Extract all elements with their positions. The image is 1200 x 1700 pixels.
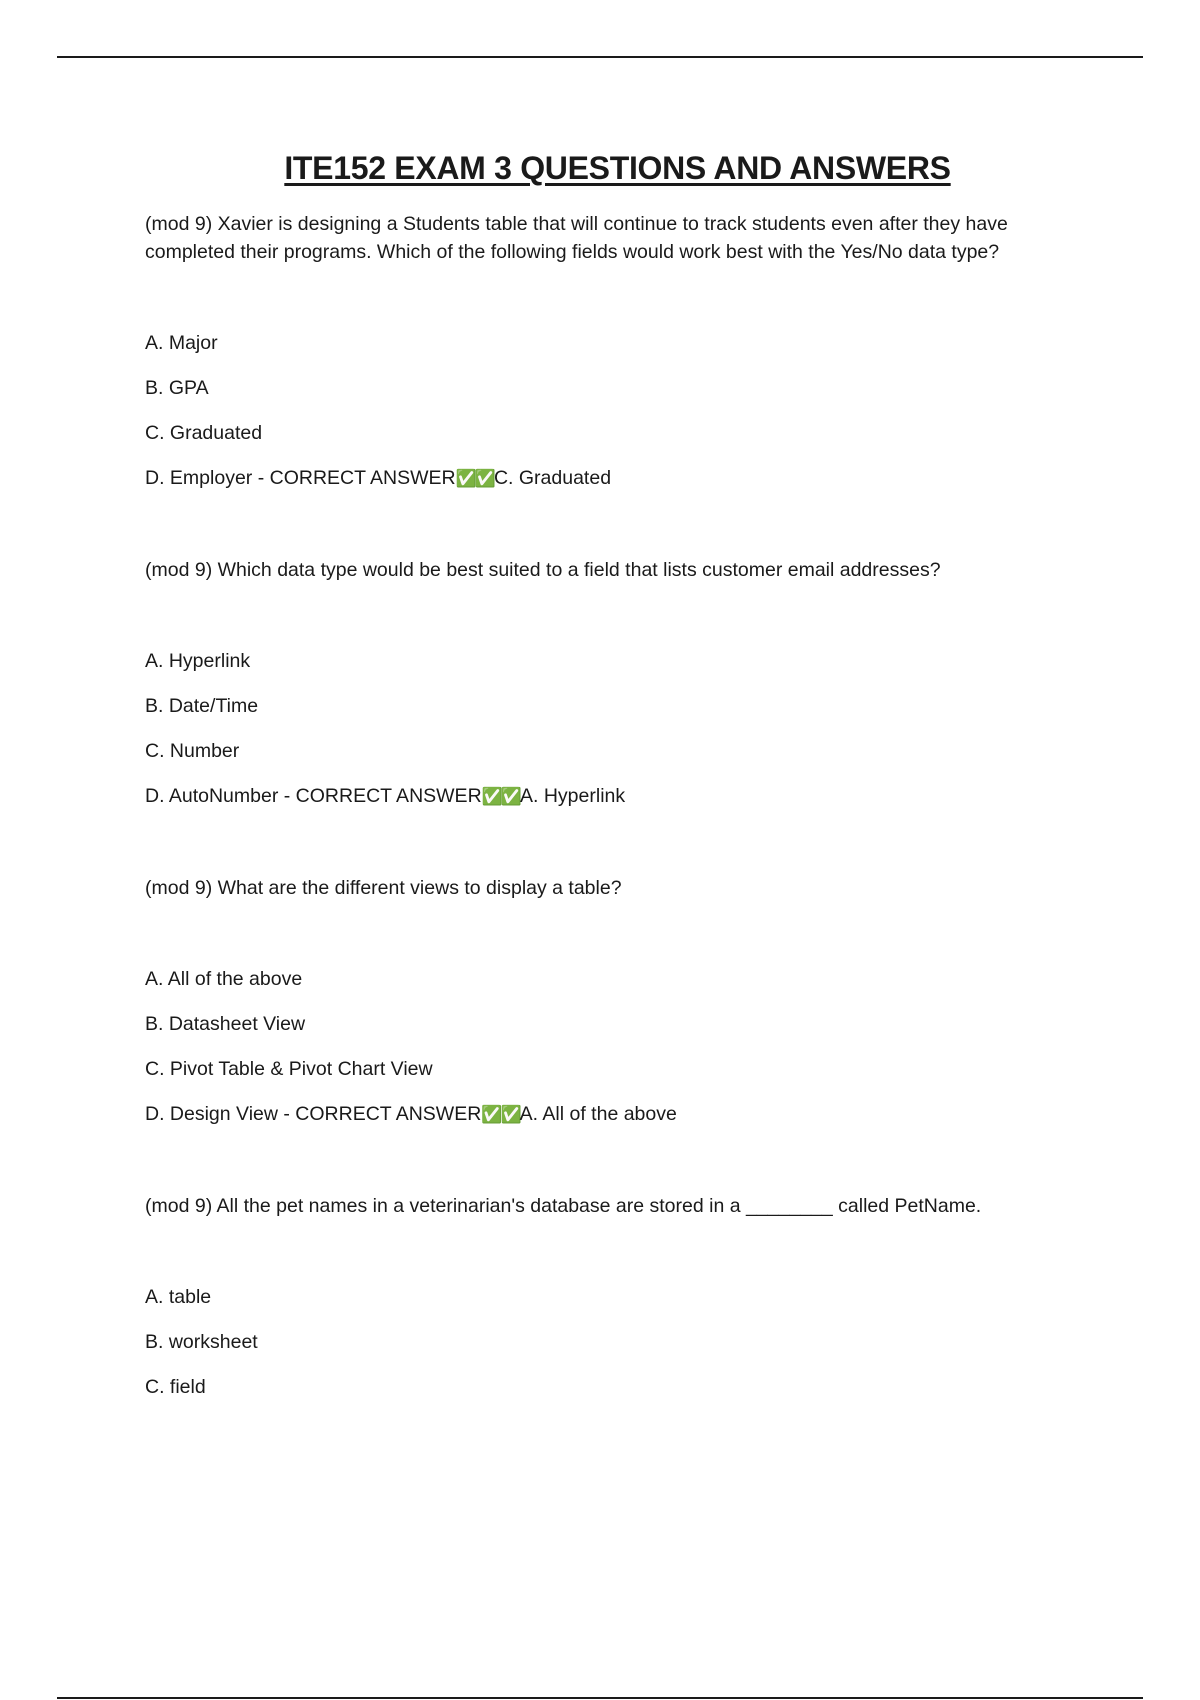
document-body (145, 210, 1065, 1418)
question-3-option-c: C. Pivot Table & Pivot Chart View (145, 1058, 433, 1080)
question-3-option-b: B. Datasheet View (145, 1013, 306, 1035)
question-2-option-d: D. AutoNumber - CORRECT ANSWER✅✅A. Hyperlink (145, 785, 626, 807)
question-1 (145, 210, 1065, 493)
check-icon: ✅✅ (455, 469, 494, 489)
question-4-option-b: B. worksheet (145, 1331, 258, 1353)
question-1-option-d: D. Employer - CORRECT ANSWER✅✅C. Graduated (145, 467, 612, 489)
question-4-text: (mod 9) All the pet names in a veterinarian's database are stored in a ________ called PetName. (145, 1195, 982, 1217)
top-rule (57, 56, 1143, 58)
question-2-option-c: C. Number (145, 740, 240, 762)
question-2-option-b: B. Date/Time (145, 695, 259, 717)
question-1-correct-answer: C. Graduated (493, 467, 612, 489)
question-3-option-d: D. Design View - CORRECT ANSWER✅✅A. All of the above (145, 1103, 677, 1125)
question-3-option-d-label: D. Design View (145, 1103, 278, 1125)
question-3-text: (mod 9) What are the different views to display a table? (145, 877, 622, 899)
question-1-option-b: B. GPA (145, 377, 209, 399)
question-2-option-a: A. Hyperlink (145, 650, 251, 672)
question-2-correct-answer: A. Hyperlink (520, 785, 626, 807)
question-4 (145, 1192, 1065, 1401)
bottom-rule (57, 1697, 1143, 1699)
question-3-answer-marker: CORRECT ANSWER (295, 1103, 482, 1125)
question-2-option-d-label: D. AutoNumber (145, 785, 279, 807)
question-1-option-d-label: D. Employer (145, 467, 253, 489)
question-1-answer-marker: CORRECT ANSWER (269, 467, 456, 489)
check-icon: ✅✅ (481, 787, 520, 807)
question-1-text: (mod 9) Xavier is designing a Students table that will continue to track students even after they have completed their programs. Which of the following fields would work best with the Yes/No data type? (145, 213, 1008, 263)
question-2-answer-marker: CORRECT ANSWER (295, 785, 482, 807)
question-1-option-c: C. Graduated (145, 422, 263, 444)
question-2-text: (mod 9) Which data type would be best suited to a field that lists customer email addresses? (145, 559, 941, 581)
question-4-option-a: A. table (145, 1286, 212, 1308)
question-1-option-a: A. Major (145, 332, 218, 354)
question-2 (145, 556, 1065, 811)
question-3-option-a: A. All of the above (145, 968, 303, 990)
check-icon: ✅✅ (481, 1105, 520, 1125)
question-3 (145, 874, 1065, 1129)
document-title: ITE152 EXAM 3 QUESTIONS AND ANSWERS (284, 150, 951, 186)
question-4-option-c: C. field (145, 1376, 206, 1398)
question-3-correct-answer: A. All of the above (519, 1103, 677, 1125)
